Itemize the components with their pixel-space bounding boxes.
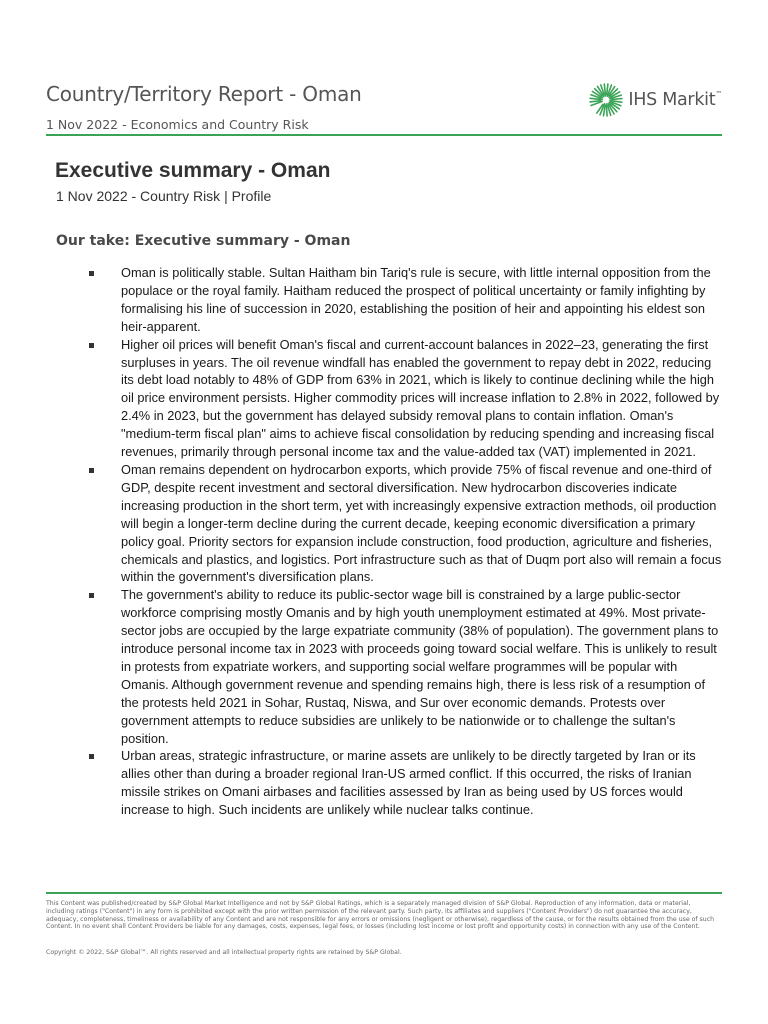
page-header — [46, 82, 722, 132]
logo-ray — [612, 99, 622, 100]
header-divider — [46, 134, 722, 136]
bullet-text: Oman remains dependent on hydrocarbon exports, which provide 75% of fiscal revenue and one-third of GDP, despite recent investment and sectoral diversification. New hydrocarbon discoveries indicate increasing production in the short term, yet with increasingly expensive extraction methods, oil production will begin a longer-term decline during the current decade, keeping economic diversification a primary policy goal. Priority sectors for expansion include construction, food production, agriculture and fisheries, chemicals and plastics, and logistics. Port infrastructure such as that of Duqm port also will remain a focus within the government's diversification plans. — [121, 461, 722, 585]
executive-summary-date: 1 Nov 2022 - Country Risk | Profile — [56, 188, 272, 204]
bullet-text: Higher oil prices will benefit Oman's fiscal and current-account balances in 2022–23, generating the first surpluses in years. The oil revenue windfall has enabled the government to repay debt in 2022, reducing its debt load notably to 48% of GDP from 63% in 2021, which is likely to continue declining while the high oil price environment persists. Higher commodity prices will increase inflation to 2.8% in 2022, followed by 2.4% in 2023, but the government has delayed subsidy removal plans to contain inflation. Oman's "medium-term fiscal plan" aims to achieve fiscal consolidation by reducing spending and increasing fiscal revenues, primarily through personal income tax and the value-added tax (VAT) implemented in 2021. — [121, 336, 720, 460]
logo-ray — [607, 84, 608, 94]
logo-wordmark — [628, 90, 722, 110]
bullet-square-icon — [89, 754, 94, 759]
executive-summary-title: Executive summary - Oman — [55, 159, 331, 182]
logo-ray — [591, 101, 601, 102]
footer-divider — [46, 892, 722, 894]
logo-text: IHS Markit — [628, 90, 716, 110]
ihs-markit-logo — [584, 82, 722, 118]
footer-disclaimer: This Content was published/created by S&P Global Market Intelligence and not by S&P Global Ratings, which is a separately managed division of S&P Global. Reproduction of any information, data or material, including ratings ("Content") in any form is prohibited except with the prior written permission of the relevant party. Such party, its affiliates and suppliers ("Content Providers") do not guarantee the accuracy, adequacy, completeness, timeliness or availability of any Content and are not responsible for any errors or omissions (negligent or otherwise), regardless of the cause, or for the results obtained from the use of such Content. In no event shall Content Providers be liable for any damages, costs, expenses, legal fees, or losses (including lost income or lost profit and opportunity costs) in connection with any use of the Content. — [46, 900, 715, 931]
logo-ray — [607, 104, 608, 116]
summary-bullet-item — [88, 461, 724, 586]
summary-bullet-item — [88, 586, 724, 747]
report-title: Country/Territory Report - Oman — [46, 82, 362, 106]
bullet-square-icon — [89, 271, 94, 276]
summary-bullet-list — [88, 264, 724, 819]
bullet-square-icon — [89, 343, 94, 348]
bullet-square-icon — [89, 468, 94, 473]
bullet-text: The government's ability to reduce its public-sector wage bill is constrained by a large public-sector workforce comprising mostly Omanis and by high youth unemployment estimated at 49%. Most private-sector jobs are occupied by the large expatriate community (38% of population). The government plans to introduce personal income tax in 2023 with proceeds going toward social welfare. This is unlikely to result in protests from expatriate workers, and supporting social welfare programmes will be popular with Omanis. Although government revenue and spending remains high, there is less risk of a resumption of the protests held 2021 in Sohar, Rustaq, Niswa, and Sur over economic demands. Protests over government attempts to reduce subsidies are unlikely to be nationwide or to challenge the sultan's position. — [121, 587, 719, 746]
ihs-markit-logo-icon — [584, 82, 624, 118]
section-heading: Our take: Executive summary - Oman — [56, 233, 351, 249]
summary-bullet-item — [88, 336, 724, 461]
logo-trademark: ™ — [715, 90, 722, 98]
summary-bullet-item — [88, 264, 724, 336]
bullet-square-icon — [89, 593, 94, 598]
report-subtitle: 1 Nov 2022 - Economics and Country Risk — [46, 117, 309, 132]
footer-copyright: Copyright © 2022, S&P Global™. All rights reserved and all intellectual property rights are retained by S&P Global. — [46, 949, 402, 956]
summary-bullet-item — [88, 747, 724, 819]
bullet-text: Oman is politically stable. Sultan Haitham bin Tariq's rule is secure, with little internal opposition from the populace or the royal family. Haitham reduced the prospect of political uncertainty or family infighting by formalising his line of succession in 2020, establishing the position of heir and appointing his eldest son heir-apparent. — [121, 265, 711, 334]
bullet-text: Urban areas, strategic infrastructure, or marine assets are unlikely to be directly targeted by Iran or its allies other than during a broader regional Iran-US armed conflict. If this occurred, the risks of Iranian missile strikes on Omani airbases and facilities assessed by Iran as being used by US forces would increase to high. Such incidents are unlikely while nuclear talks continue. — [121, 748, 696, 818]
